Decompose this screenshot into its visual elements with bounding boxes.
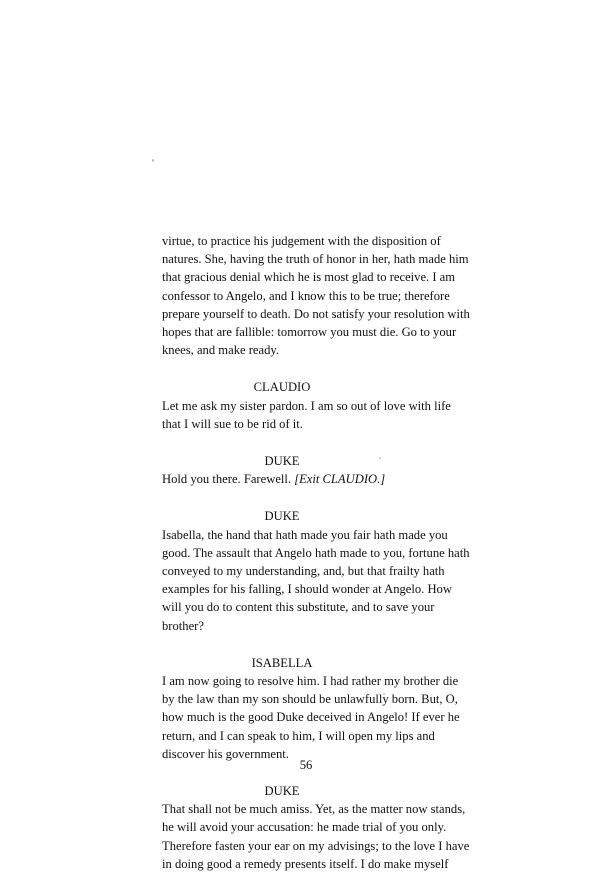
stage-direction: [Exit CLAUDIO.] [294,472,386,487]
dialogue-line: confessor to Angelo, and I know this to be true; therefore [162,288,450,303]
dialogue-line: examples for his falling, I should wonder at Angelo. How [162,582,452,597]
speaker-name: DUKE [264,784,300,799]
speech-duke-isabella [162,507,470,634]
dialogue-line: good. The assault that Angelo hath made to you, fortune hath [162,545,470,560]
dialogue-line: That shall not be much amiss. Yet, as the matter now stands, [162,802,466,817]
dialogue-line: I am now going to resolve him. I had rather my brother die [162,674,459,689]
scan-speck [152,159,154,162]
dialogue-line: natures. She, having the truth of honor in her, hath made him [162,252,469,267]
speech-gap [162,433,402,452]
script-text [162,232,470,873]
dialogue-line: brother? [162,618,204,633]
speech-duke-farewell [162,452,402,488]
speech-gap [162,635,402,654]
dialogue-line: that I will sue to be rid of it. [162,416,303,431]
dialogue-line: hopes that are fallible: tomorrow you must die. Go to your [162,325,457,340]
dialogue-text: Hold you there. Farewell. [162,472,295,487]
dialogue-line: conveyed to my understanding, and, but that frailty hath [162,564,445,579]
dialogue-line [162,470,402,488]
speech-gap [162,359,402,378]
dialogue-line: Therefore fasten your ear on my advisings; to the love I have [162,838,470,853]
dialogue-line: knees, and make ready. [162,343,280,358]
dialogue-line: how much is the good Duke deceived in Angelo! If ever he [162,710,460,725]
dialogue-line: Isabella, the hand that hath made you fair hath made you [162,527,448,542]
speech-gap [162,488,402,507]
dialogue-line: he will avoid your accusation: he made trial of you only. [162,820,447,835]
dialogue-line: virtue, to practice his judgement with the disposition of [162,234,441,248]
speaker-name: CLAUDIO [253,380,311,395]
page-number: 56 [299,758,313,772]
dialogue-line: will you do to content this substitute, and to save your [162,600,435,615]
dialogue-line: prepare yourself to death. Do not satisfy your resolution with [162,306,470,321]
dialogue-line: Let me ask my sister pardon. I am so out of love with life [162,398,451,413]
speech-isabella [162,654,460,763]
dialogue-line: return, and I can speak to him, I will open my lips and [162,728,435,743]
speaker-name: ISABELLA [251,655,313,670]
speech-duke-advice [162,782,470,873]
speech-claudio [162,378,451,433]
speaker-name: DUKE [264,454,300,469]
dialogue-line: by the law than my son should be unlawfully born. But, O, [162,692,458,707]
speaker-name: DUKE [264,509,300,524]
dialogue-line: discover his government. [162,746,289,761]
opening-speech [162,232,470,359]
dialogue-line: that gracious denial which he is most glad to receive. I am [162,270,456,285]
dialogue-line: in doing good a remedy presents itself. I do make myself [162,856,449,871]
